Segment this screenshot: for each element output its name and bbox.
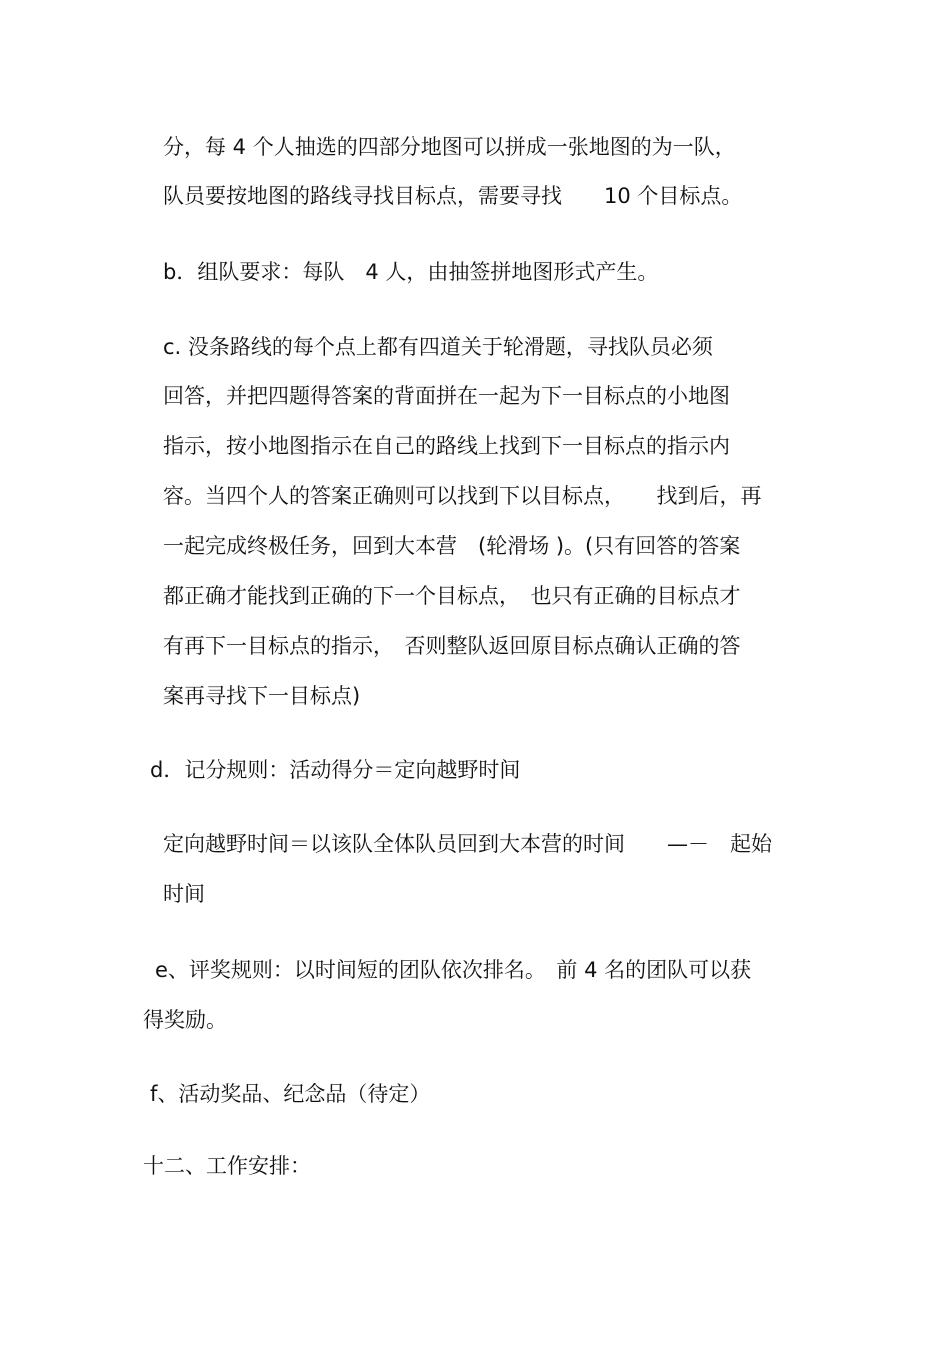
text-line-7: 容。当四个人的答案正确则可以找到下以目标点， 找到后，再 — [163, 484, 762, 508]
text-line-9: 都正确才能找到正确的下一个目标点， 也只有正确的目标点才 — [163, 584, 741, 608]
text-line-10: 有再下一目标点的指示， 否则整队返回原目标点确认正确的答 — [163, 634, 741, 658]
text-line-14: 时间 — [163, 882, 205, 906]
item-d-scoring-rules: d．记分规则：活动得分＝定向越野时间 — [150, 758, 521, 782]
text-line-16: 得奖励。 — [143, 1008, 227, 1032]
text-line-13: 定向越野时间＝以该队全体队员回到大本营的时间 —－ 起始 — [163, 832, 772, 856]
text-line-6: 指示，按小地图指示在自己的路线上找到下一目标点的指示内 — [163, 434, 730, 458]
item-b-team-requirements: b．组队要求：每队 4 人，由抽签拼地图形式产生。 — [163, 260, 659, 284]
text-line-2: 队员要按地图的路线寻找目标点，需要寻找 10 个目标点。 — [163, 184, 743, 208]
text-line-11: 案再寻找下一目标点) — [163, 684, 361, 708]
item-c-route-rules: c. 没条路线的每个点上都有四道关于轮滑题，寻找队员必须 — [163, 335, 713, 359]
item-e-award-rules: e、评奖规则：以时间短的团队依次排名。 前 4 名的团队可以获 — [155, 958, 752, 982]
text-line-5: 回答，并把四题得答案的背面拼在一起为下一目标点的小地图 — [163, 384, 730, 408]
text-line-8: 一起完成终极任务，回到大本营 (轮滑场 )。(只有回答的答案 — [163, 534, 741, 558]
item-f-prizes: f、活动奖品、纪念品（待定） — [150, 1082, 431, 1106]
section-heading-work-arrangement: 十二、工作安排： — [143, 1154, 311, 1178]
text-line-1: 分，每 4 个人抽选的四部分地图可以拼成一张地图的为一队， — [163, 135, 736, 159]
